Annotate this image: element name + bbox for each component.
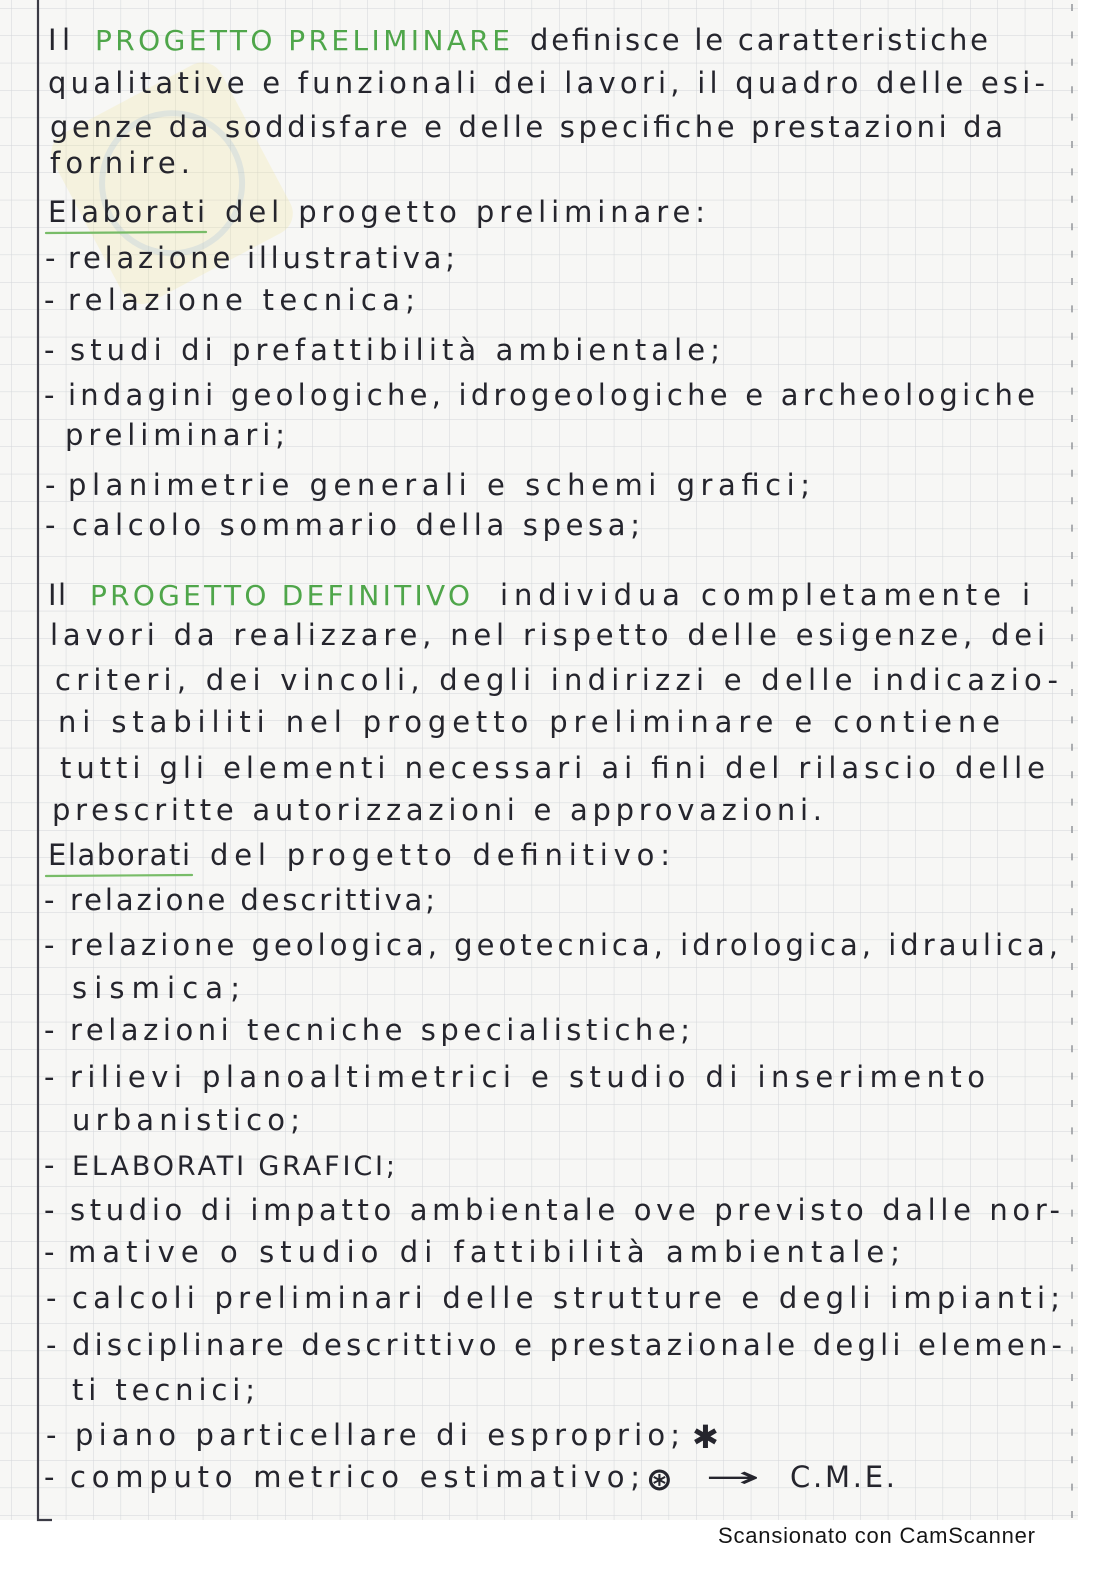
bullet-dash: - [44,1460,55,1494]
list-item: indagini geologiche, idrogeologiche e archeologiche [68,378,1035,412]
bullet-dash: - [44,333,55,367]
definitivo-description-line: ni stabiliti nel progetto preliminare e contiene [58,705,1000,739]
bullet-dash: - [46,1281,57,1315]
definitivo-article: Il [48,578,66,612]
list-item: relazioni tecniche specialistiche; [70,1013,690,1047]
elaborati-heading: del progetto definitivo: [210,838,670,872]
bullet-dash: - [44,1235,55,1269]
list-item: calcoli preliminari delle strutture e degli impianti; [72,1281,1060,1315]
elaborati-label: Elaborati [48,195,205,229]
preliminare-description-line: fornire. [50,146,190,180]
bullet-dash: - [44,1013,55,1047]
definitivo-description-line: lavori da realizzare, nel rispetto delle esigenze, dei [50,618,1046,652]
elaborati-underline [46,875,192,876]
asterisk-icon: ✱ [692,1418,719,1456]
preliminare-article: Il [48,23,70,57]
list-item: computo metrico estimativo; [70,1460,641,1494]
circled-asterisk-icon: ⊛ [646,1460,673,1498]
list-item: relazione geologica, geotecnica, idrologica, idraulica, [70,928,1058,962]
list-item-continuation: ti tecnici; [72,1373,255,1407]
elaborati-underline [46,232,206,233]
list-item: disciplinare descrittivo e prestazionale degli elemen- [72,1328,1062,1362]
bullet-dash: - [45,508,56,542]
definitivo-title: PROGETTO DEFINITIVO [90,579,470,612]
preliminare-description-line: definisce le caratteristiche [530,23,988,57]
definitivo-description-line: criteri, dei vincoli, degli indirizzi e delle indicazio- [55,663,1058,697]
preliminare-description-line: genze da soddisfare e delle specifiche prestazioni da [50,110,1004,144]
list-item-continuation: preliminari; [65,418,285,452]
definitivo-description-line: prescritte autorizzazioni e approvazioni. [52,793,822,827]
camscanner-footer: Scansionato con CamScanner [718,1523,1035,1548]
preliminare-title: PROGETTO PRELIMINARE [95,24,510,57]
bullet-dash: - [46,1418,57,1452]
list-item: studi di prefattibilità ambientale; [70,333,721,367]
bullet-dash: - [45,468,56,502]
list-item: relazione descrittiva; [70,883,435,917]
list-item: relazione illustrativa; [68,241,455,275]
bullet-dash: - [44,1148,55,1182]
list-item-continuation: sismica; [72,971,240,1005]
list-item: rilievi planoaltimetrici e studio di inserimento [70,1060,985,1094]
list-item-continuation: urbanistico; [72,1103,300,1137]
bullet-dash: - [44,378,55,412]
bullet-dash: - [44,283,55,317]
cme-abbreviation: C.M.E. [790,1460,895,1494]
preliminare-description-line: qualitative e funzionali dei lavori, il quadro delle esi- [48,66,1045,100]
bullet-dash: - [44,1193,55,1227]
list-item: relazione tecnica; [68,283,415,317]
bullet-dash: - [44,883,55,917]
bullet-dash: - [45,241,56,275]
definitivo-description-line: tutti gli elementi necessari ai fini del rilascio delle [60,751,1045,785]
bullet-dash: - [44,1060,55,1094]
elaborati-label: Elaborati [48,838,190,872]
elaborati-heading: del progetto preliminare: [225,195,705,229]
bullet-dash: - [46,1328,57,1362]
list-item: planimetrie generali e schemi grafici; [68,468,811,502]
list-item: ELABORATI GRAFICI; [72,1151,395,1182]
list-item: mative o studio di fattibilità ambientale; [68,1235,900,1269]
list-item: studio di impatto ambientale ove previsto dalle nor- [70,1193,1061,1227]
definitivo-description-line: individua completamente i [500,578,1030,612]
arrow-right-icon: → [705,1460,760,1494]
list-item: calcolo sommario della spesa; [72,508,640,542]
list-item: piano particellare di esproprio; [75,1418,680,1452]
bullet-dash: - [44,928,55,962]
